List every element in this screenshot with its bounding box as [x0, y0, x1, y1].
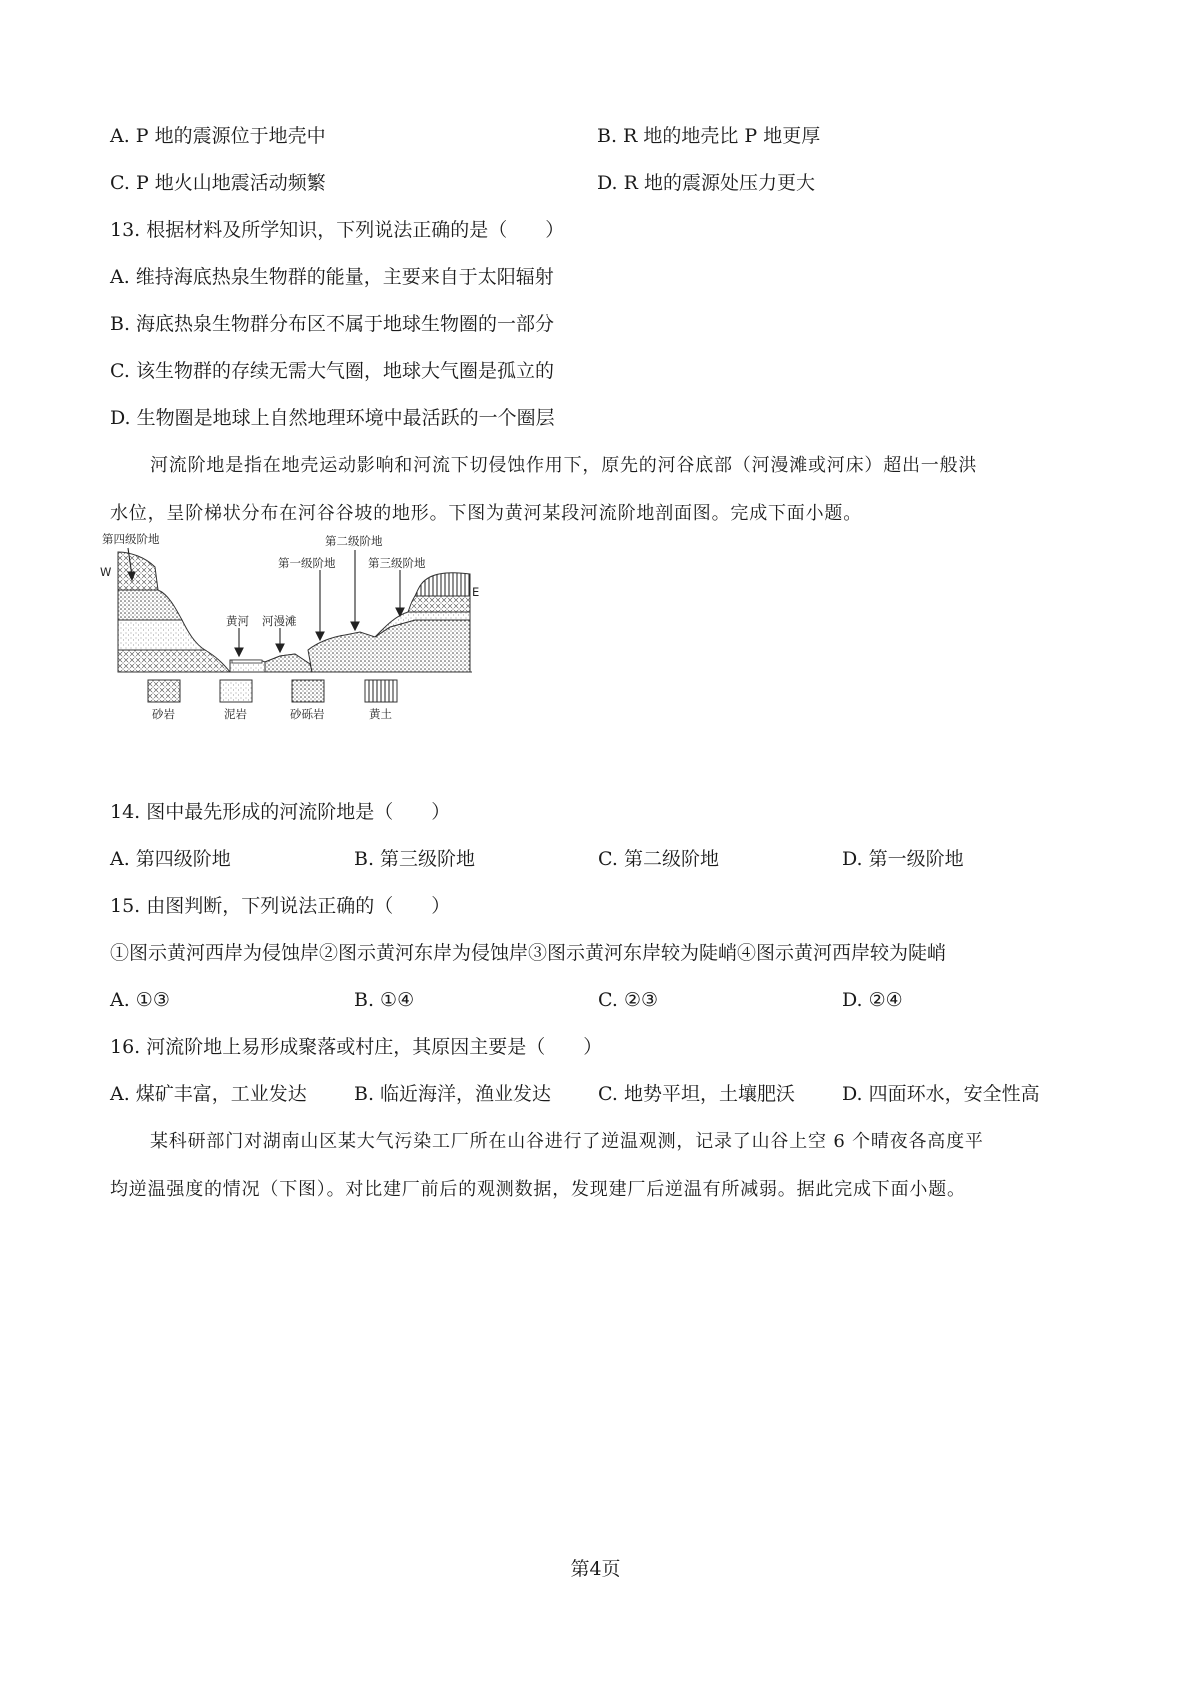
- q14-option-a: A. 第四级阶地: [110, 848, 231, 870]
- q15-option-b: B. ①④: [354, 989, 415, 1011]
- passage2-line1: 某科研部门对湖南山区某大气污染工厂所在山谷进行了逆温观测，记录了山谷上空 6 个晴夜各高度平: [150, 1131, 984, 1152]
- label-yellow-river: 黄河: [226, 614, 249, 628]
- arrow-floodplain-icon: [276, 644, 284, 652]
- q13-option-b: B. 海底热泉生物群分布区不属于地球生物圈的一部分: [110, 313, 555, 335]
- q14-option-c: C. 第二级阶地: [598, 848, 719, 870]
- q16-option-c: C. 地势平坦，土壤肥沃: [598, 1083, 795, 1105]
- east-bank-strata: [218, 573, 472, 672]
- q12-option-a: A. P 地的震源位于地壳中: [110, 125, 326, 147]
- q15-option-c: C. ②③: [598, 989, 659, 1011]
- q15-option-a: A. ①③: [110, 989, 170, 1011]
- river-terrace-diagram: [100, 532, 540, 780]
- label-third-terrace: 第三级阶地: [368, 556, 426, 570]
- q14-option-d: D. 第一级阶地: [842, 848, 964, 870]
- west-bank-strata: [118, 552, 230, 672]
- arrow-second-terrace-icon: [351, 622, 359, 630]
- q13-option-c: C. 该生物群的存续无需大气圈，地球大气圈是孤立的: [110, 360, 554, 382]
- q16-option-d: D. 四面环水，安全性高: [842, 1083, 1040, 1105]
- q16-stem: 16. 河流阶地上易形成聚落或村庄，其原因主要是（ ）: [110, 1036, 603, 1058]
- label-west: W: [100, 565, 112, 579]
- q14-option-b: B. 第三级阶地: [354, 848, 476, 870]
- q13-option-d: D. 生物圈是地球上自然地理环境中最活跃的一个圈层: [110, 407, 555, 429]
- q15-option-d: D. ②④: [842, 989, 903, 1011]
- q14-stem: 14. 图中最先形成的河流阶地是（ ）: [110, 801, 451, 823]
- q15-statements: ①图示黄河西岸为侵蚀岸②图示黄河东岸为侵蚀岸③图示黄河东岸较为陡峭④图示黄河西岸较为陡峭: [110, 942, 947, 964]
- label-second-terrace: 第二级阶地: [325, 534, 383, 548]
- legend-label-conglomerate: 砂砾岩: [290, 707, 325, 721]
- legend-label-sandstone: 砂岩: [152, 707, 175, 721]
- q16-option-b: B. 临近海洋，渔业发达: [354, 1083, 552, 1105]
- legend-swatch-loess: [365, 680, 397, 702]
- legend-swatch-sandstone: [148, 680, 180, 702]
- label-east: E: [472, 585, 480, 599]
- river-water: [232, 660, 262, 663]
- q15-stem: 15. 由图判断，下列说法正确的（ ）: [110, 895, 451, 917]
- arrow-river-icon: [235, 648, 243, 656]
- legend-label-loess: 黄土: [369, 707, 392, 721]
- q12-option-b: B. R 地的地壳比 P 地更厚: [597, 125, 821, 147]
- label-floodplain: 河漫滩: [262, 614, 297, 628]
- passage1-line2: 水位，呈阶梯状分布在河谷谷坡的地形。下图为黄河某段河流阶地剖面图。完成下面小题。: [110, 503, 862, 524]
- passage1-line1: 河流阶地是指在地壳运动影响和河流下切侵蚀作用下，原先的河谷底部（河漫滩或河床）超出一般洪: [150, 455, 978, 476]
- page-number: 第4页: [570, 1558, 621, 1580]
- passage2-line2: 均逆温强度的情况（下图）。对比建厂前后的观测数据，发现建厂后逆温有所减弱。据此完成下面小题。: [110, 1179, 966, 1200]
- q12-option-d: D. R 地的震源处压力更大: [597, 172, 815, 194]
- river-channel: [230, 654, 312, 672]
- legend-label-mudstone: 泥岩: [224, 707, 247, 721]
- legend-swatch-conglomerate: [292, 680, 324, 702]
- q16-option-a: A. 煤矿丰富，工业发达: [110, 1083, 307, 1105]
- q12-option-c: C. P 地火山地震活动频繁: [110, 172, 326, 194]
- label-first-terrace: 第一级阶地: [278, 556, 336, 570]
- legend-swatch-mudstone: [220, 680, 252, 702]
- arrow-first-terrace-icon: [316, 632, 324, 640]
- label-fourth-terrace: 第四级阶地: [102, 532, 160, 546]
- legend: [148, 680, 397, 721]
- q13-option-a: A. 维持海底热泉生物群的能量，主要来自于太阳辐射: [110, 266, 554, 288]
- q13-stem: 13. 根据材料及所学知识，下列说法正确的是（ ）: [110, 219, 565, 241]
